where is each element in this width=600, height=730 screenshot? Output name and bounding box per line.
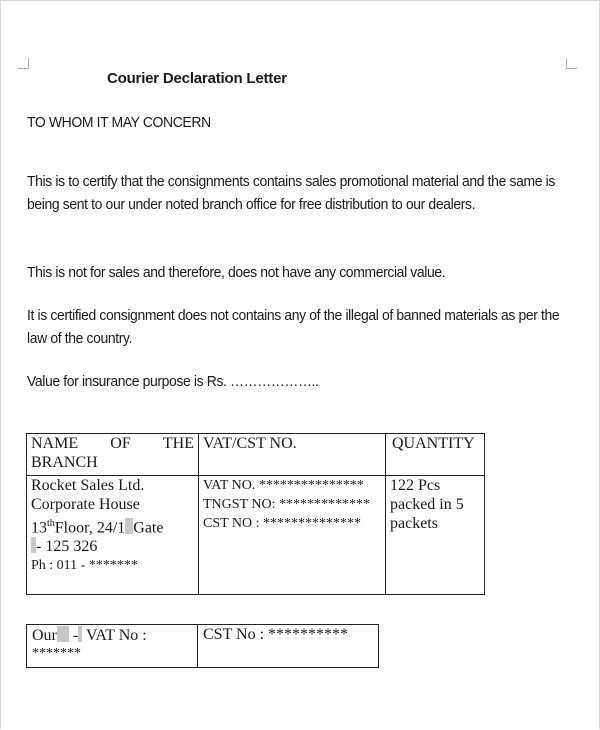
certify-paragraph: This is to certify that the consignments contains sales promotional material and the same is being sent to our under noted branch office for free distribution to our dealers. [27,173,555,213]
branch-name-line: Rocket Sales Ltd. [31,477,145,494]
our-vat-cell: Our - VAT No : ******* [27,625,198,668]
vat-cst-header: VAT/CST NO. [199,434,386,476]
branch-name-header: NAME OF THE BRANCH [27,434,199,476]
tngst-number: TNGST NO: ************* [203,497,370,512]
margin-corner-top-right [566,58,577,69]
branch-table [26,433,485,595]
redaction-mark [57,626,69,642]
branch-phone: Ph : 011 - ******* [31,558,138,574]
our-vat-value: ******* [32,646,81,661]
branch-address-cell [27,476,199,595]
letter-title: Courier Declaration Letter [107,70,287,87]
our-vat-row [27,625,379,668]
vat-number: VAT NO. *************** [203,478,364,493]
quantity-cell: 122 Pcs packed in 5 packets [386,476,485,595]
insurance-value-paragraph: Value for insurance purpose is Rs. ……………….. [27,373,319,390]
vat-numbers-cell [199,476,386,595]
branch-pin-line: - 125 326 [31,537,194,556]
cst-number: CST NO : ************** [203,516,362,531]
banned-materials-paragraph: It is certified consignment does not contains any of the illegal of banned materials as per the law of the country. [27,307,560,347]
our-vat-table [26,624,379,668]
margin-corner-top-left [18,58,29,69]
branch-table-header-row [27,434,485,476]
branch-table-row [27,476,485,595]
letter-greeting: TO WHOM IT MAY CONCERN [27,114,211,131]
quantity-header: QUANTITY [386,434,485,476]
branch-address-line2: 13thFloor, 24/1 Gate [31,518,164,537]
redaction-mark [78,626,82,642]
branch-address-line1: Corporate House [31,496,140,513]
no-commercial-value-paragraph: This is not for sales and therefore, does not have any commercial value. [27,264,446,281]
our-cst-cell: CST No : ********** [198,625,379,668]
